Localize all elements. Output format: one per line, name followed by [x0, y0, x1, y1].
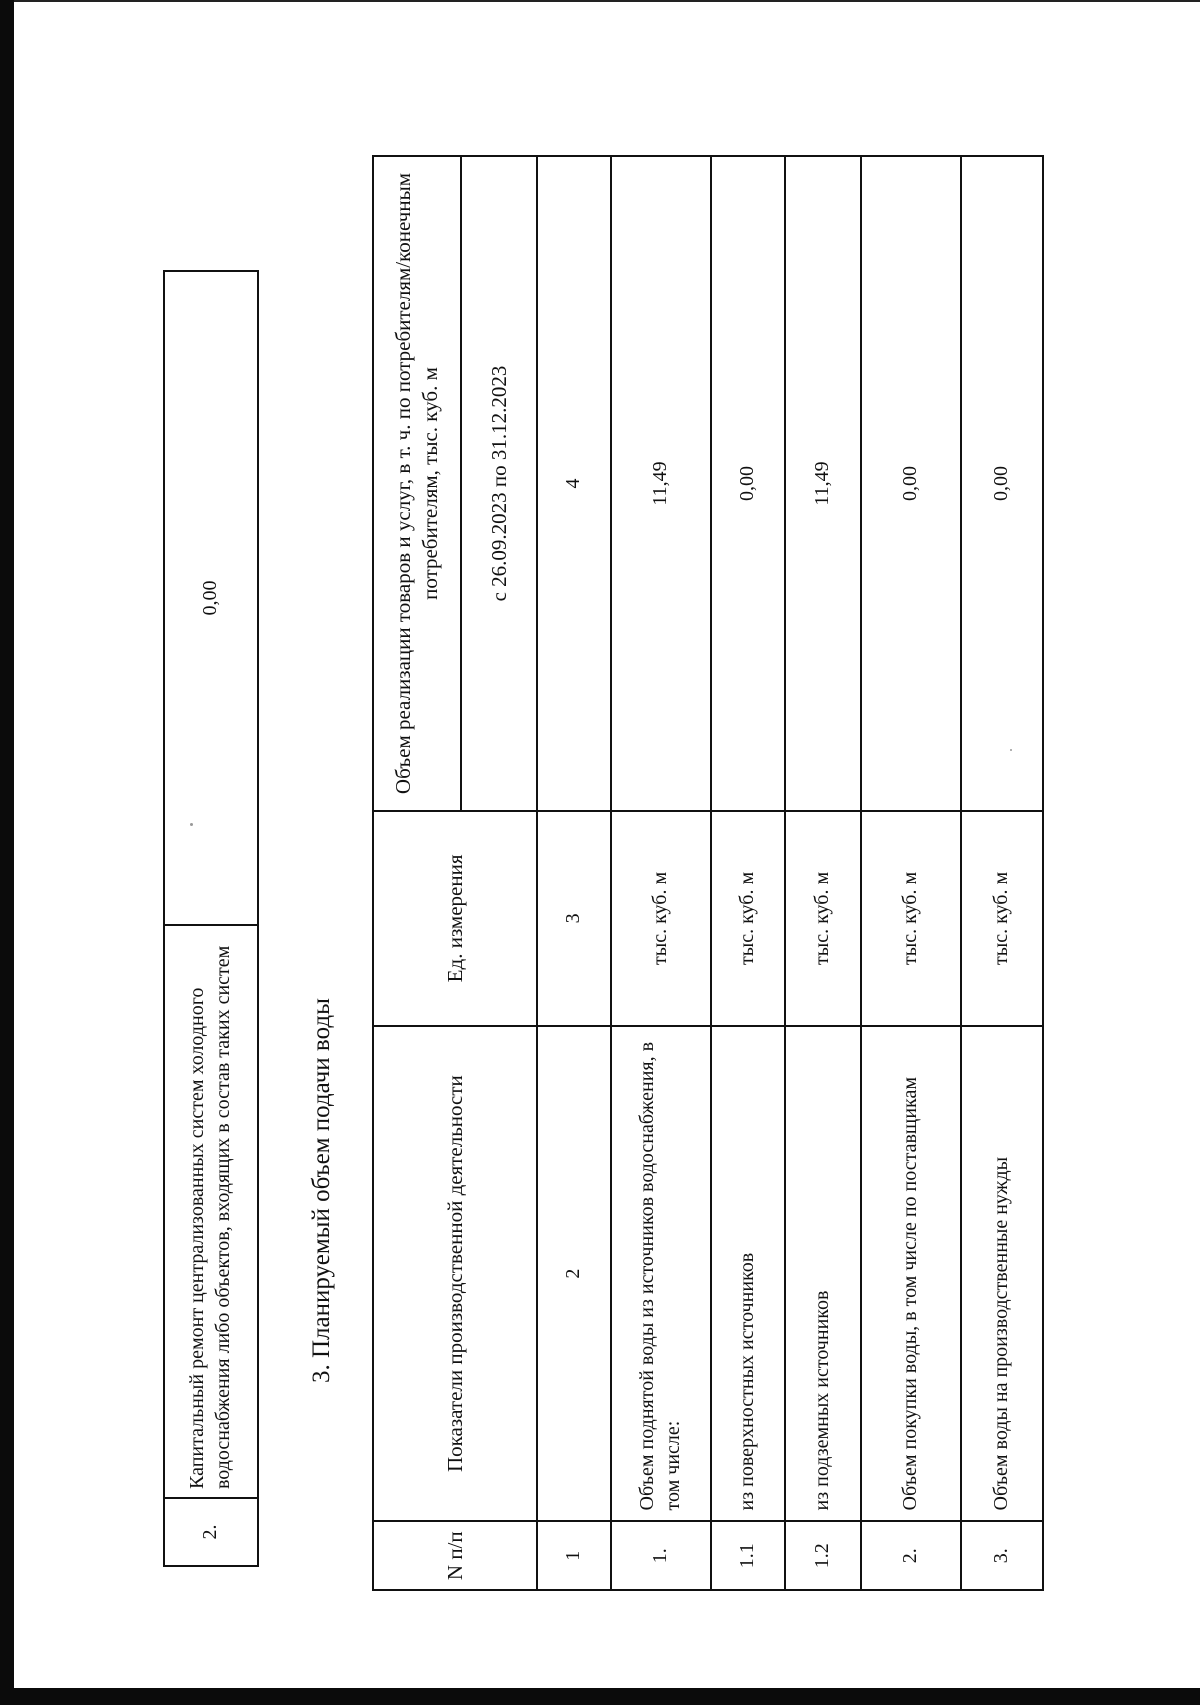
row-value: 11,49 [611, 156, 711, 811]
row-number: 1. [611, 1521, 711, 1590]
header-number: N п/п [373, 1521, 537, 1590]
table-row [711, 156, 785, 1590]
header-unit: Ед. измерения [373, 811, 537, 1026]
table-row [164, 271, 258, 1566]
row-unit: тыс. куб. м [785, 811, 861, 1026]
header-volume: Объем реализации товаров и услуг, в т. ч. по потребителям/конечным потребителям, тыс. куб. м [373, 156, 461, 811]
capital-repair-table [163, 270, 259, 1567]
table-header-row [373, 156, 461, 1590]
row-indicator: из поверхностных источников [711, 1026, 785, 1522]
scan-top-border [0, 0, 1200, 2]
row-value: 0,00 [861, 156, 961, 811]
index-cell: 4 [537, 156, 611, 811]
table-row [861, 156, 961, 1590]
header-period: с 26.09.2023 по 31.12.2023 [461, 156, 537, 811]
header-indicator: Показатели производственной деятельности [373, 1026, 537, 1522]
row-indicator: Объем поднятой воды из источников водоснабжения, в том числе: [611, 1026, 711, 1522]
row-number: 3. [961, 1521, 1043, 1590]
table-row [961, 156, 1043, 1590]
row-unit: тыс. куб. м [961, 811, 1043, 1026]
row-description: Капитальный ремонт централизованных систем холодного водоснабжения либо объектов, входящих в состав таких систем [164, 925, 258, 1498]
table-row [785, 156, 861, 1590]
rotated-page [0, 155, 1200, 1705]
row-unit: тыс. куб. м [711, 811, 785, 1026]
row-number: 1.1 [711, 1521, 785, 1590]
row-value: 0,00 [961, 156, 1043, 811]
row-number: 1.2 [785, 1521, 861, 1590]
row-number: 2. [164, 1498, 258, 1566]
table-row [611, 156, 711, 1590]
row-value: 0,00 [711, 156, 785, 811]
row-value: 0,00 [164, 271, 258, 925]
row-value: 11,49 [785, 156, 861, 811]
table-index-row [537, 156, 611, 1590]
section-heading: 3. Планируемый объем подачи воды [308, 998, 335, 1383]
row-unit: тыс. куб. м [861, 811, 961, 1026]
index-cell: 1 [537, 1521, 611, 1590]
index-cell: 3 [537, 811, 611, 1026]
water-supply-table [372, 155, 1044, 1591]
row-indicator: из подземных источников [785, 1026, 861, 1522]
row-unit: тыс. куб. м [611, 811, 711, 1026]
row-indicator: Объем воды на производственные нужды [961, 1026, 1043, 1522]
row-number: 2. [861, 1521, 961, 1590]
index-cell: 2 [537, 1026, 611, 1522]
row-indicator: Объем покупки воды, в том числе по поставщикам [861, 1026, 961, 1522]
